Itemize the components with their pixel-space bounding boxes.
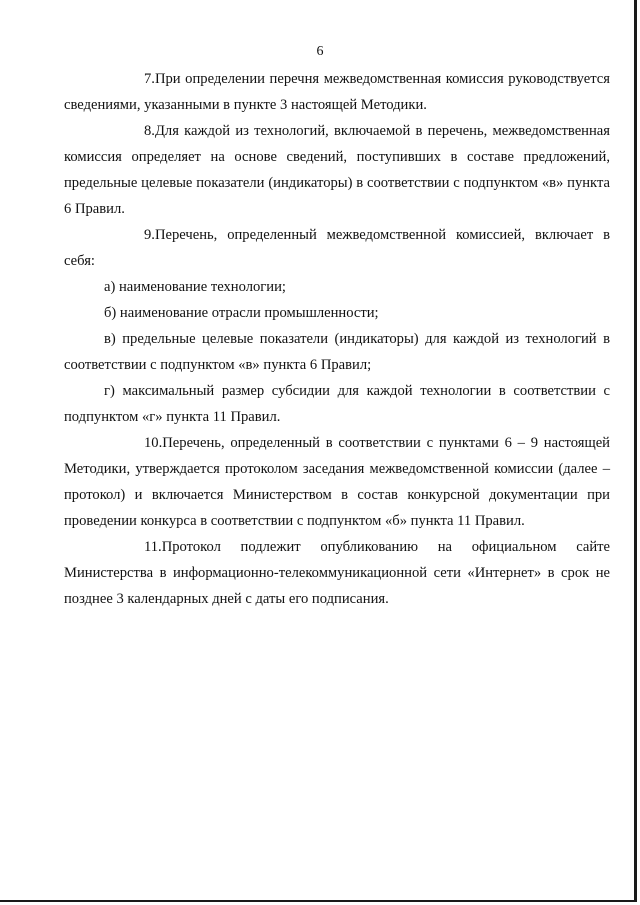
paragraph-number: 8. bbox=[144, 123, 155, 139]
paragraph-text: б) наименование отрасли промышленности; bbox=[104, 305, 379, 321]
paragraph-7 bbox=[64, 66, 610, 118]
paragraph-8 bbox=[64, 118, 610, 222]
paragraph-text: г) максимальный размер субсидии для каждой технологии в соответствии с подпунктом «г» пункта 11 Правил. bbox=[64, 383, 610, 425]
paragraph-text: в) предельные целевые показатели (индикаторы) для каждой из технологий в соответствии с подпунктом «в» пункта 6 Правил; bbox=[64, 331, 610, 373]
paragraph-number: 11. bbox=[144, 539, 162, 555]
sub-item-a bbox=[64, 274, 610, 300]
paragraph-text: а) наименование технологии; bbox=[104, 279, 286, 295]
paragraph-text: При определении перечня межведомственная комиссия руководствуется сведениями, указанными в пункте 3 настоящей Методики. bbox=[64, 71, 610, 113]
sub-item-g bbox=[64, 378, 610, 430]
paragraph-text: Перечень, определенный межведомственной комиссией, включает в себя: bbox=[64, 227, 610, 269]
paragraph-9 bbox=[64, 222, 610, 274]
paragraph-number: 7. bbox=[144, 71, 155, 87]
paragraph-10 bbox=[64, 430, 610, 534]
document-body bbox=[64, 66, 610, 612]
paragraph-text: Для каждой из технологий, включаемой в перечень, межведомственная комиссия определяет на основе сведений, поступивших в составе предложений, предельные целевые показатели (индикаторы) в соответствии с подпунктом «в» пункта 6 Правил. bbox=[64, 123, 610, 217]
paragraph-text: Протокол подлежит опубликованию на официальном сайте Министерства в информационно-телекоммуникационной сети «Интернет» в срок не позднее 3 календарных дней с даты его подписания. bbox=[64, 539, 610, 607]
paragraph-text: Перечень, определенный в соответствии с пунктами 6 – 9 настоящей Методики, утверждается протоколом заседания межведомственной комиссии (далее – протокол) и включается Министерством в состав конкурсной документации при проведении конкурса в соответствии с подпунктом «б» пункта 11 Правил. bbox=[64, 435, 610, 529]
sub-item-v bbox=[64, 326, 610, 378]
paragraph-number: 9. bbox=[144, 227, 155, 243]
paragraph-11 bbox=[64, 534, 610, 612]
sub-item-b bbox=[64, 300, 610, 326]
paragraph-number: 10. bbox=[144, 435, 163, 451]
page-number: 6 bbox=[316, 44, 324, 59]
